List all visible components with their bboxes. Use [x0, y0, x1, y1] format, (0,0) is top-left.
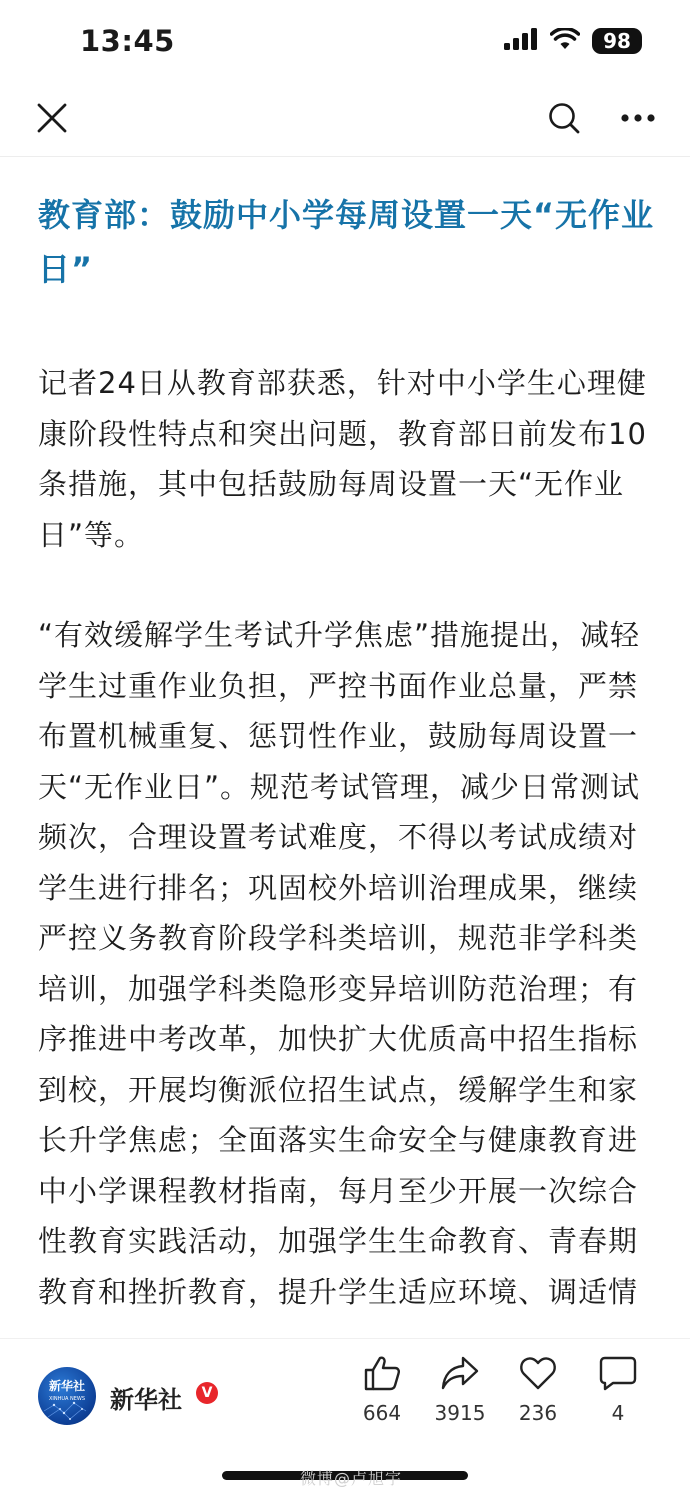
comment-count: 4	[611, 1401, 625, 1425]
article-headline: 教育部：鼓励中小学每周设置一天“无作业日”	[38, 196, 655, 288]
bottom-action-bar	[0, 1338, 690, 1495]
signal-icon	[504, 28, 538, 54]
favorite-button[interactable]	[498, 1355, 578, 1447]
article-paragraph: “有效缓解学生考试升学焦虑”措施提出，减轻学生过重作业负担，严控书面作业总量，严禁布置机械重复、惩罚性作业，鼓励每周设置一天“无作业日”。规范考试管理，减少日常测试频次，合理设置考试难度，不得以考试成绩对学生进行排名；巩固校外培训治理成果，继续严控义务教育阶段学科类培训，规范非学科类培训，加强学科类隐形变异培训防范治理；有序推进中考改革，加快扩大优质高中招生指标到校，开展均衡派位招生试点，缓解学生和家长升学焦虑；全面落实生命安全与健康教育进中小学课程教材指南，每月至少开展一次综合性教育实践活动，加强学生生命教育、青春期教育和挫折教育，提升学生适应环境、调适情	[38, 618, 641, 1309]
comment-icon	[599, 1355, 637, 1391]
more-button[interactable]	[618, 98, 658, 138]
close-button[interactable]	[32, 98, 72, 138]
share-icon	[441, 1355, 479, 1391]
thumbs-up-icon	[363, 1355, 401, 1391]
favorite-count: 236	[518, 1401, 558, 1425]
share-button[interactable]	[420, 1355, 500, 1447]
avatar-logo-text: 新华社	[48, 1379, 85, 1393]
status-bar	[0, 0, 690, 84]
avatar-logo-subtext: XINHUA NEWS	[48, 1396, 86, 1402]
search-icon	[547, 101, 581, 135]
share-count: 3915	[434, 1401, 486, 1425]
article-paragraph: 记者24日从教育部获悉，针对中小学生心理健康阶段性特点和突出问题，教育部日前发布10条措施，其中包括鼓励每周设置一天“无作业日”等。	[38, 366, 647, 552]
verified-badge: V	[196, 1382, 218, 1404]
comment-button[interactable]	[578, 1355, 658, 1447]
source-name[interactable]: 新华社	[110, 1386, 182, 1414]
watermark: 微博@卢旭宇	[300, 1469, 403, 1488]
more-icon	[620, 113, 656, 123]
like-count: 664	[362, 1401, 402, 1425]
article-content	[38, 188, 658, 1338]
battery-icon: 98	[592, 28, 642, 54]
status-icons	[504, 28, 642, 54]
close-icon	[36, 102, 68, 134]
heart-icon	[519, 1355, 557, 1391]
nav-bar	[0, 84, 690, 157]
wifi-icon	[550, 28, 580, 54]
like-button[interactable]	[342, 1355, 422, 1447]
avatar[interactable]	[38, 1367, 96, 1425]
status-time: 13:45	[80, 24, 175, 58]
search-button[interactable]	[544, 98, 584, 138]
